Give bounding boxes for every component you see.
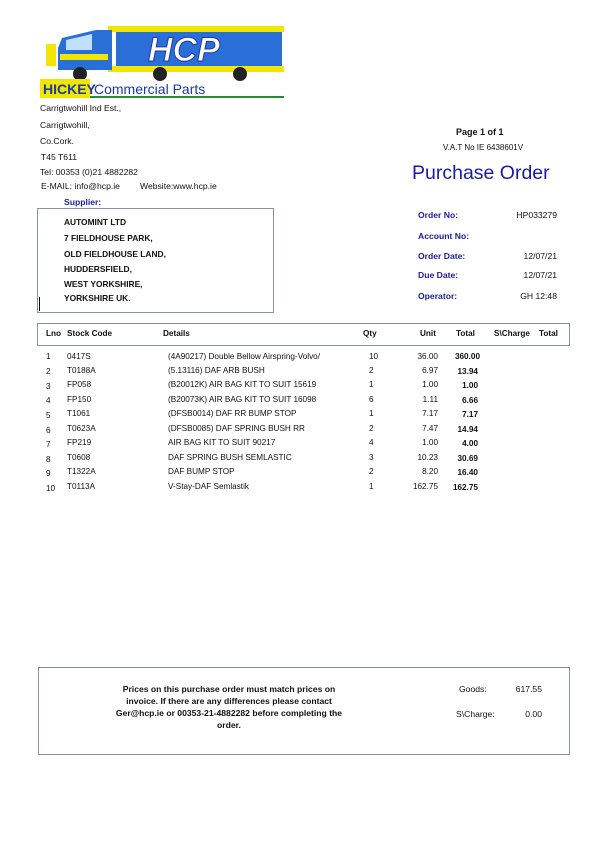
row-total: 162.75 [452,483,478,492]
supplier-line-3: OLD FIELDHOUSE LAND, [64,249,166,259]
row-total: 6.66 [462,396,478,405]
row-qty: 4 [369,438,374,447]
address-postcode: T45 T611 [41,152,77,162]
due-date-value: 12/07/21 [523,270,557,280]
supplier-line-5: WEST YORKSHIRE, [64,279,143,289]
notice-line: order. [217,720,241,730]
account-no-label: Account No: [418,231,470,241]
logo-commercial-text: Commercial Parts [94,81,206,97]
row-qty: 1 [369,482,374,491]
supplier-line-4: HUDDERSFIELD, [64,264,132,274]
col-scharge: S\Charge [494,329,530,338]
row-code: T1061 [67,409,91,418]
row-unit: 1.00 [422,380,438,389]
row-unit: 6.97 [422,366,438,375]
row-details: V-Stay-DAF Semlastik [168,482,249,491]
col-total: Total [456,329,475,338]
col-qty: Qty [363,329,377,338]
row-code: T0113A [67,482,96,491]
row-code: T0188A [67,366,96,375]
page-title: Purchase Order [412,162,550,184]
row-total: 360.00 [454,352,480,361]
row-details: (5.13116) DAF ARB BUSH [168,366,265,375]
supplier-line-2: 7 FIELDHOUSE PARK, [64,233,153,243]
scharge-label: S\Charge: [456,709,495,719]
row-details: (DFSB0085) DAF SPRING BUSH RR [168,424,305,433]
row-total: 13.94 [457,367,478,376]
col-lno: Lno [46,329,62,338]
row-lno: 10 [46,484,56,493]
row-lno: 1 [46,352,51,361]
row-lno: 2 [46,367,51,376]
page-number: Page 1 of 1 [456,127,504,137]
col-total-2: Total [539,329,558,338]
scharge-value: 0.00 [525,709,542,719]
order-no-value: HP033279 [516,210,557,220]
order-date-label: Order Date: [418,251,466,261]
operator-value: GH 12:48 [520,291,557,301]
row-qty: 2 [369,467,374,476]
hcp-logo [40,24,286,100]
row-lno: 5 [46,411,51,420]
row-code: 0417S [67,352,91,361]
text-cursor [39,297,40,311]
notice-line: invoice. If there are any differences please contact [126,696,332,706]
row-code: T0623A [67,424,96,433]
supplier-line-6: YORKSHIRE UK. [64,293,131,303]
company-email: E-MAIL: info@hcp.ie [41,181,120,191]
row-unit: 1.00 [422,438,438,447]
row-unit: 8.20 [422,467,438,476]
row-code: FP150 [67,395,92,404]
row-qty: 6 [369,395,374,404]
row-total: 16.40 [457,468,478,477]
row-details: DAF SPRING BUSH SEMLASTIC [168,453,292,462]
logo-hcp-text: HCP [148,31,220,69]
row-code: T1322A [67,467,96,476]
row-unit: 7.17 [422,409,438,418]
row-unit: 1.11 [422,395,438,404]
notice-line: Prices on this purchase order must match prices on [122,684,336,694]
row-lno: 3 [46,382,51,391]
table-header [37,323,570,346]
row-qty: 1 [369,409,374,418]
row-details: AIR BAG KIT TO SUIT 90217 [168,438,276,447]
notice-line: Ger@hcp.ie or 00353-21-4882282 before completing the [115,708,343,718]
row-total: 30.69 [457,454,478,463]
row-qty: 2 [369,366,374,375]
row-unit: 7.47 [422,424,438,433]
supplier-name: AUTOMINT LTD [64,217,127,227]
row-qty: 3 [369,453,374,462]
row-details: (B20073K) AIR BAG KIT TO SUIT 16098 [168,395,317,404]
row-total: 4.00 [462,439,478,448]
supplier-label: Supplier: [64,197,102,207]
row-unit: 162.75 [412,482,438,491]
row-details: DAF BUMP STOP [168,467,235,476]
row-total: 14.94 [457,425,478,434]
company-tel: Tel: 00353 (0)21 4882282 [40,167,138,177]
row-qty: 10 [369,352,379,361]
company-website: Website:www.hcp.ie [140,181,217,191]
goods-value: 617.55 [515,684,542,694]
row-total: 7.17 [462,410,478,419]
row-code: T0608 [67,453,91,462]
row-details: (B20012K) AIR BAG KIT TO SUIT 15619 [168,380,317,389]
row-lno: 9 [46,469,51,478]
row-details: (4A90217) Double Bellow Airspring-Volvo/ [168,352,321,361]
row-lno: 8 [46,455,51,464]
truck-logo-graphic [40,24,286,100]
row-qty: 1 [369,380,374,389]
order-no-label: Order No: [418,210,459,220]
row-details: (DFSB0014) DAF RR BUMP STOP [168,409,297,418]
row-unit: 36.00 [417,352,438,361]
row-code: FP058 [67,380,92,389]
due-date-label: Due Date: [418,270,459,280]
col-details: Details [163,329,190,338]
price-notice [94,683,364,731]
col-stock-code: Stock Code [67,329,113,338]
operator-label: Operator: [418,291,458,301]
order-date-value: 12/07/21 [523,251,557,261]
address-line-3: Co.Cork. [40,136,74,146]
row-unit: 10.23 [417,453,438,462]
row-code: FP219 [67,438,92,447]
row-lno: 7 [46,440,51,449]
row-lno: 4 [46,396,51,405]
row-qty: 2 [369,424,374,433]
row-lno: 6 [46,426,51,435]
row-total: 1.00 [462,381,478,390]
address-line-1: Carrigtwohill Ind Est., [40,103,122,113]
address-line-2: Carrigtwohill, [40,120,90,130]
vat-number: V.A.T No IE 6438601V [443,143,524,152]
col-unit: Unit [420,329,436,338]
logo-hickey-text: HICKEY [43,81,96,97]
goods-label: Goods: [459,684,487,694]
